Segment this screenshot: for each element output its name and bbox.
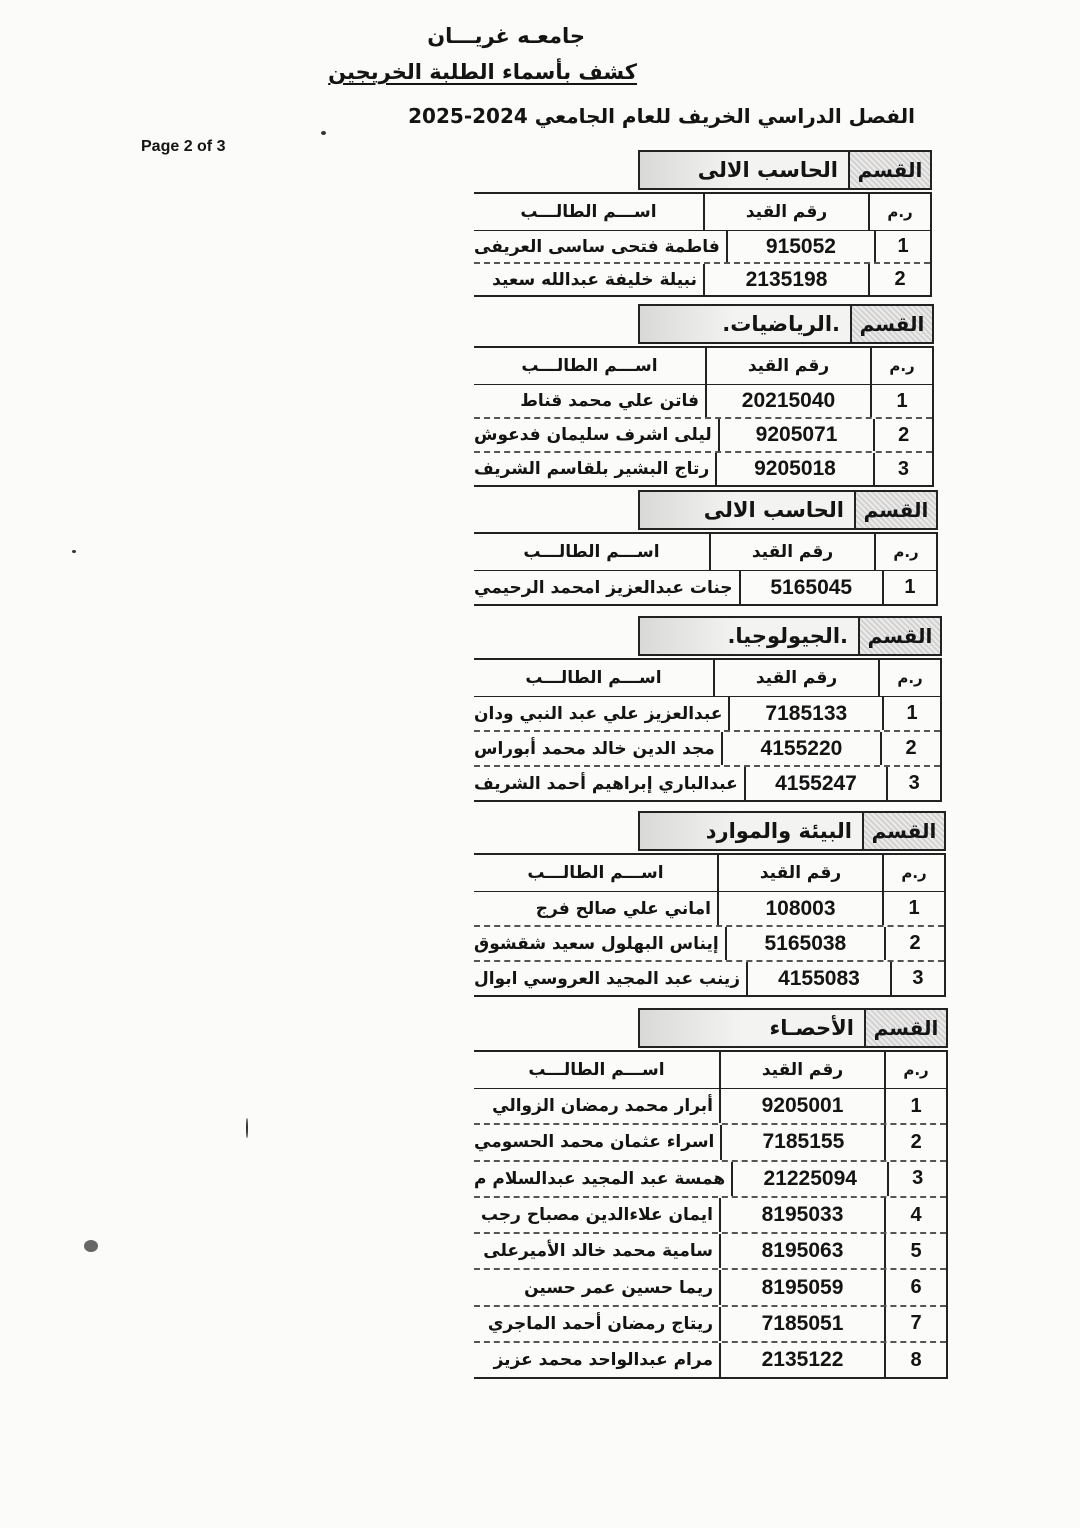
- registration-id: 8195033: [719, 1198, 886, 1232]
- university-name: جامعـه غريـــان: [427, 24, 585, 48]
- row-number: 2: [894, 268, 906, 290]
- department-name: الحاسب الالى: [640, 152, 848, 188]
- row-number: 2: [905, 737, 917, 759]
- registration-id: 915052: [726, 231, 876, 262]
- row-number: 1: [908, 897, 920, 919]
- department-box: [638, 616, 942, 656]
- row-number: 7: [910, 1312, 922, 1335]
- student-name: ايمان علاءالدين مصباح رجب: [480, 1205, 713, 1226]
- header-registration-id: رقم القيد: [719, 1052, 886, 1088]
- header-row-number: ر.م: [889, 357, 915, 375]
- department-label: القسم: [862, 813, 944, 849]
- registration-id: 4155220: [721, 732, 882, 765]
- row-number: 1: [906, 702, 918, 724]
- scan-speck: [246, 1118, 248, 1138]
- table-row: [474, 262, 930, 295]
- student-name: همسة عبد المجيد عبدالسلام م: [474, 1168, 726, 1189]
- row-number: 2: [910, 1130, 922, 1153]
- header-student-name: اســـم الطالـــب: [523, 542, 660, 562]
- header-registration-id: رقم القيد: [703, 194, 870, 230]
- department-name: .الجيولوجيا.: [640, 618, 858, 654]
- table-row: [474, 892, 944, 925]
- student-name: سامية محمد خالد الأميرعلى: [483, 1241, 713, 1262]
- header-row-number: ر.م: [901, 864, 927, 882]
- table-row: [474, 1232, 946, 1268]
- table-row: [474, 1089, 946, 1123]
- row-number: 6: [910, 1276, 922, 1299]
- table-row: [474, 417, 932, 451]
- department-label: القسم: [858, 618, 940, 654]
- header-row-number: ر.م: [893, 543, 919, 561]
- department-label: القسم: [850, 306, 932, 342]
- row-number: 1: [896, 389, 908, 412]
- table-row: [474, 451, 932, 485]
- registration-id: 21225094: [731, 1162, 889, 1196]
- department-section: [472, 616, 942, 797]
- table-row: [474, 1196, 946, 1232]
- header-registration-id: رقم القيد: [717, 855, 884, 891]
- registration-id: 9205001: [719, 1089, 886, 1123]
- table-row: [474, 571, 936, 604]
- row-number: 3: [908, 772, 920, 794]
- registration-id: 7185155: [720, 1125, 886, 1159]
- student-name: عبدالباري إبراهيم أحمد الشريف: [474, 773, 738, 794]
- header-student-name: اســـم الطالـــب: [521, 356, 658, 376]
- row-number: 2: [909, 932, 921, 954]
- registration-id: 7185133: [728, 697, 884, 730]
- department-label: القسم: [854, 492, 936, 528]
- student-name: اماني علي صالح فرج: [535, 898, 711, 919]
- student-name: فاتن علي محمد قناط: [520, 391, 699, 411]
- registration-id: 2135122: [719, 1343, 886, 1377]
- department-box: [638, 304, 934, 344]
- row-number: 1: [897, 235, 909, 257]
- table-row: [474, 960, 944, 995]
- table-header: [474, 660, 940, 697]
- header-row-number: ر.م: [897, 669, 923, 687]
- row-number: 3: [912, 967, 924, 989]
- department-box: [638, 150, 932, 190]
- header-registration-id: رقم القيد: [705, 348, 872, 384]
- student-name: اسراء عثمان محمد الحسومي: [474, 1132, 715, 1153]
- table-row: [474, 1160, 946, 1196]
- registration-id: 7185051: [719, 1307, 886, 1341]
- header-student-name: اســـم الطالـــب: [527, 863, 664, 883]
- table-header: [474, 348, 932, 385]
- registration-id: 4155247: [744, 767, 889, 800]
- student-name: أبرار محمد رمضان الزوالي: [492, 1096, 713, 1117]
- page-number: Page 2 of 3: [141, 138, 226, 155]
- department-box: [638, 811, 946, 851]
- student-name: مجد الدين خالد محمد أبوراس: [474, 738, 715, 759]
- department-name: .الرياضيات.: [640, 306, 850, 342]
- header-registration-id: رقم القيد: [713, 660, 880, 696]
- department-section: [472, 150, 932, 294]
- table-row: [474, 765, 940, 800]
- department-box: [638, 1008, 948, 1048]
- registration-id: 9205071: [718, 419, 876, 451]
- department-section: [472, 1008, 948, 1372]
- table-row: [474, 385, 932, 417]
- students-table: [474, 346, 934, 487]
- scan-speck: [84, 1240, 98, 1252]
- registration-id: 8195063: [719, 1234, 886, 1268]
- table-row: [474, 1268, 946, 1304]
- registration-id: 2135198: [703, 264, 870, 295]
- table-header: [474, 194, 930, 231]
- students-table: [474, 658, 942, 802]
- department-label: القسم: [848, 152, 930, 188]
- row-number: 1: [904, 576, 916, 598]
- student-name: جنات عبدالعزيز امحمد الرحيمي: [474, 577, 733, 598]
- row-number: 4: [910, 1203, 922, 1226]
- student-name: مرام عبدالواحد محمد عزيز: [493, 1350, 713, 1371]
- student-name: ريتاج رمضان أحمد الماجري: [487, 1313, 713, 1334]
- students-table: [474, 853, 946, 997]
- student-name: زينب عبد المجيد العروسي ابوال: [474, 968, 741, 989]
- header-student-name: اســـم الطالـــب: [525, 668, 662, 688]
- department-box: [638, 490, 938, 530]
- table-row: [474, 1305, 946, 1341]
- department-name: الحاسب الالى: [640, 492, 854, 528]
- department-section: [472, 304, 934, 482]
- table-row: [474, 730, 940, 765]
- students-table: [474, 1050, 948, 1379]
- header-row-number: ر.م: [903, 1061, 929, 1079]
- department-section: [472, 811, 946, 992]
- header-registration-id: رقم القيد: [709, 534, 876, 570]
- registration-id: 5165045: [739, 571, 884, 604]
- table-header: [474, 1052, 946, 1089]
- row-number: 5: [910, 1239, 922, 1262]
- table-row: [474, 697, 940, 730]
- registration-id: 9205018: [715, 453, 875, 485]
- students-table: [474, 192, 932, 297]
- scan-speck: [72, 550, 76, 553]
- table-row: [474, 925, 944, 960]
- semester-line: الفصل الدراسي الخريف للعام الجامعي 2024-2025: [408, 104, 915, 128]
- student-name: ريما حسين عمر حسين: [524, 1277, 713, 1298]
- registration-id: 108003: [717, 892, 884, 925]
- student-name: عبدالعزيز علي عبد النبي ودان: [474, 703, 723, 724]
- department-label: القسم: [864, 1010, 946, 1046]
- department-name: البيئة والموارد: [640, 813, 862, 849]
- document-title: كشف بأسماء الطلبة الخريجين: [328, 60, 637, 84]
- registration-id: 5165038: [725, 927, 886, 960]
- row-number: 8: [910, 1348, 922, 1371]
- department-section: [472, 490, 938, 605]
- student-name: نبيلة خليفة عبدالله سعيد: [492, 269, 697, 290]
- student-name: ليلى اشرف سليمان فدعوش: [474, 425, 712, 445]
- student-name: فاطمة فتحى ساسى العريفى: [474, 236, 720, 257]
- scan-speck: [321, 131, 326, 135]
- table-header: [474, 855, 944, 892]
- table-row: [474, 1123, 946, 1159]
- header-student-name: اســـم الطالـــب: [520, 202, 657, 222]
- registration-id: 20215040: [705, 385, 872, 417]
- header-row-number: ر.م: [887, 203, 913, 221]
- student-name: رتاج البشير بلقاسم الشريف: [474, 459, 710, 479]
- row-number: 1: [910, 1094, 922, 1117]
- table-row: [474, 1341, 946, 1377]
- table-header: [474, 534, 936, 571]
- student-name: إيناس البهلول سعيد شقشوق: [474, 933, 719, 954]
- department-name: الأحصـاء: [640, 1010, 864, 1046]
- table-row: [474, 231, 930, 262]
- row-number: 2: [898, 423, 910, 446]
- row-number: 3: [897, 457, 909, 480]
- registration-id: 8195059: [719, 1270, 886, 1304]
- row-number: 3: [912, 1167, 924, 1190]
- students-table: [474, 532, 938, 606]
- registration-id: 4155083: [746, 962, 892, 995]
- header-student-name: اســـم الطالـــب: [528, 1060, 665, 1080]
